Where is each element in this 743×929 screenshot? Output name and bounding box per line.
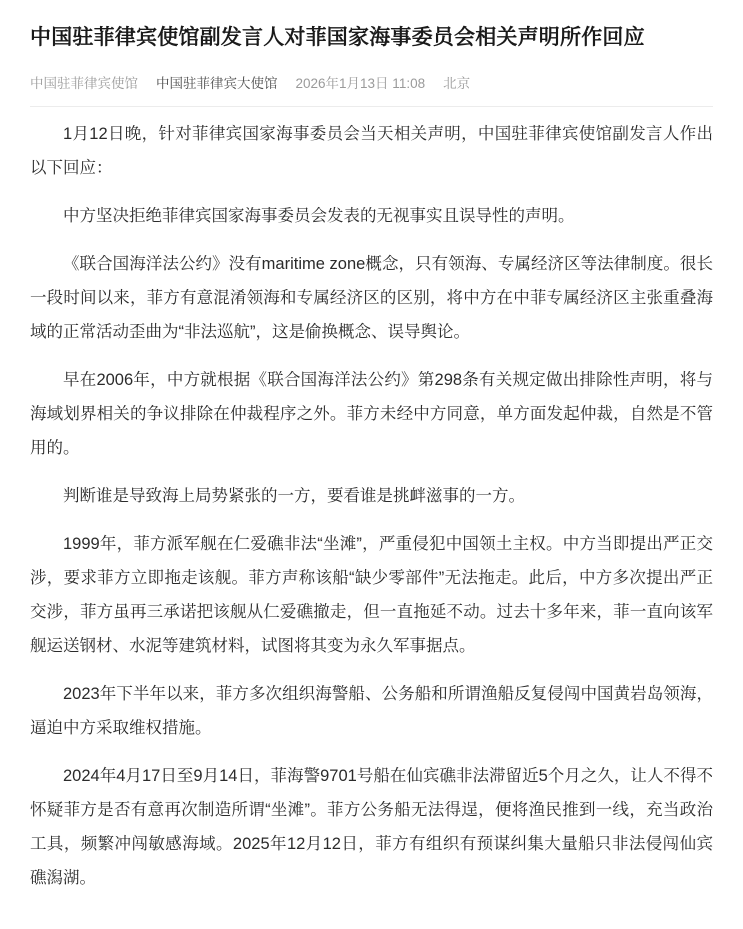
article-paragraph: 早在2006年，中方就根据《联合国海洋法公约》第298条有关规定做出排除性声明，将与海域划界相关的争议排除在仲裁程序之外。菲方未经中方同意，单方面发起仲裁，自然是不管用的。: [30, 371, 713, 457]
meta-source: 中国驻菲律宾使馆: [30, 76, 138, 91]
article-paragraph: 2024年4月17日至9月14日，菲海警9701号船在仙宾礁非法滞留近5个月之久，让人不得不怀疑菲方是否有意再次制造所谓“坐滩”。菲方公务船无法得逞，便将渔民推到一线，充当政治工具，频繁冲闯敏感海域。2025年12月12日，菲方有组织有预谋纠集大量船只非法侵闯仙宾礁潟湖。: [30, 767, 713, 887]
article-paragraph: 《联合国海洋法公约》没有maritime zone概念，只有领海、专属经济区等法律制度。很长一段时间以来，菲方有意混淆领海和专属经济区的区别，将中方在中菲专属经济区主张重叠海域的正常活动歪曲为“非法巡航”，这是偷换概念、误导舆论。: [30, 255, 713, 341]
article-paragraph: 1999年，菲方派军舰在仁爱礁非法“坐滩”，严重侵犯中国领土主权。中方当即提出严正交涉，要求菲方立即拖走该舰。菲方声称该船“缺少零部件”无法拖走。此后，中方多次提出严正交涉，菲方虽再三承诺把该舰从仁爱礁撤走，但一直拖延不动。过去十多年来，菲一直向该军舰运送钢材、水泥等建筑材料，试图将其变为永久军事据点。: [30, 535, 713, 655]
article-body: [30, 107, 713, 895]
article-meta: [30, 72, 713, 107]
meta-location: 北京: [443, 76, 471, 91]
article-paragraph: 2023年下半年以来，菲方多次组织海警船、公务船和所谓渔船反复侵闯中国黄岩岛领海，逼迫中方采取维权措施。: [30, 685, 713, 737]
article-paragraph: 1月12日晚，针对菲律宾国家海事委员会当天相关声明，中国驻菲律宾使馆副发言人作出以下回应：: [30, 125, 713, 177]
meta-account-link[interactable]: 中国驻菲律宾大使馆: [156, 76, 278, 91]
meta-datetime: 2026年1月13日 11:08: [295, 76, 426, 91]
article-paragraph: 中方坚决拒绝菲律宾国家海事委员会发表的无视事实且误导性的声明。: [63, 207, 575, 225]
article-paragraph: 判断谁是导致海上局势紧张的一方，要看谁是挑衅滋事的一方。: [63, 487, 525, 505]
page-title: 中国驻菲律宾使馆副发言人对菲国家海事委员会相关声明所作回应: [30, 26, 645, 49]
